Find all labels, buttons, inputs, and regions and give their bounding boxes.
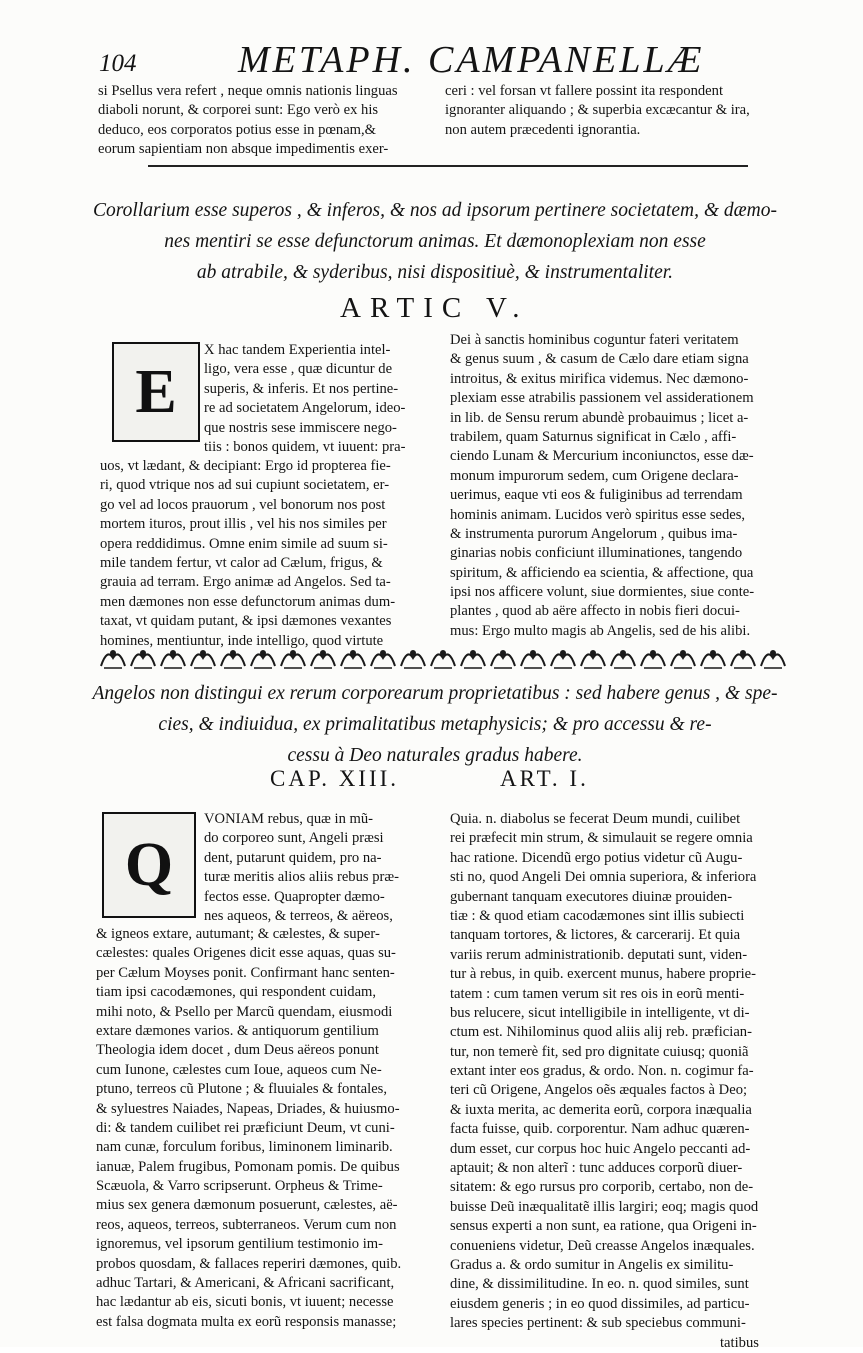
heading-line: cies, & indiuidua, ex primalitatibus metaphysicis; & pro accessu & re-: [158, 714, 712, 735]
text-line: probos quosdam, & fallaces reperiri dæmones, quib.: [96, 1255, 402, 1272]
text-line: adhuc Tartari, & Americani, & Africani sacrificant,: [96, 1275, 395, 1292]
page-number: 104: [99, 50, 137, 77]
corollarium-heading: [85, 195, 785, 288]
text-line: Scæuola, & Varro scripserunt. Orpheus & Trime-: [96, 1178, 383, 1195]
fleuron-ornament: [401, 650, 425, 668]
text-line: eorum sapientiam non absque impedimentis exer-: [98, 141, 389, 158]
text-line: lares species pertinent: & sub speciebus communi-: [450, 1315, 746, 1332]
text-line: cælestes: quales Origenes dicit esse aquas, quas su-: [96, 945, 396, 962]
text-line: sensus experti a non sunt, ea ratione, qua Origeni in-: [450, 1218, 757, 1235]
text-line: X hac tandem Experientia intel-: [204, 342, 391, 358]
text-line: buisse Deũ inæqualitatẽ illis largiri; eoq; magis quod: [450, 1198, 759, 1215]
text-line: Theologia idem docet , dum Deus aëreos ponunt: [96, 1042, 379, 1059]
text-line: non autem præcedenti ignorantia.: [445, 121, 641, 138]
text-line: si Psellus vera refert , neque omnis nationis linguas: [98, 83, 398, 99]
initial-letter: Q: [124, 830, 174, 899]
text-line: ptuno, terreos cũ Plutone ; & fluuiales & fontales,: [96, 1081, 388, 1098]
heading-line: ab atrabile, & syderibus, nisi dispositiuè, & instrumentaliter.: [196, 262, 674, 283]
text-line: go vel ad locos prauorum , vel bonorum nos post: [100, 496, 386, 513]
text-line: variis rerum administrationib. deputati sunt, viden-: [450, 946, 748, 963]
text-line: sti no, quod Angeli Dei omnia superiora, & inferiora: [450, 869, 757, 886]
text-line: Gradus a. & ordo sumitur in Angelis ex similitu-: [450, 1256, 734, 1273]
text-line: do corporeo sunt, Angeli præsi: [204, 830, 384, 847]
text-line: eiusdem generis ; in eo quod dissimiles, ad particu-: [450, 1295, 750, 1312]
running-title: METAPH. CAMPANELLÆ: [238, 39, 705, 81]
text-line: ligo, vera esse , quæ dicuntur de: [204, 361, 393, 378]
fleuron-ornament: [311, 650, 335, 668]
fleuron-ornament: [251, 650, 275, 668]
fleuron-ornament: [101, 650, 125, 668]
text-line: in lib. de Sensu rerum abundè probauimus ; licet a-: [450, 409, 749, 426]
text-line: plantes , quod ab aëre affecto in nobis fieri docui-: [450, 603, 740, 620]
heading-line: nes mentiri se esse defunctorum animas. Et dæmonoplexiam non esse: [164, 231, 706, 252]
text-line: tatibus: [720, 1334, 759, 1351]
text-line: taxat, vt quidam putant, & ipsi dæmones vexantes: [100, 613, 392, 630]
text-line: dine, & dissimilitudine. In eo. n. quod similes, sunt: [450, 1276, 749, 1293]
text-line: trabilem, quam Saturnus significat in Cælo , affi-: [450, 428, 737, 445]
horizontal-rule: [148, 165, 748, 167]
fleuron-ornament: [521, 650, 545, 668]
text-line: hac ratione. Dicendũ ergo potius videtur cũ Augu-: [450, 849, 743, 866]
fleuron-ornament: [761, 650, 785, 668]
artic-v-left-full: [100, 457, 430, 651]
text-line: grauia ad terram. Ergo animæ ad Angelos. Sed ta-: [100, 574, 391, 591]
text-line: & igneos extare, autumant; & cælestes, & super-: [96, 926, 380, 942]
text-line: opera reddidimus. Omne enim simile ad suum si-: [100, 535, 388, 552]
text-line: superis, & inferis. Et nos pertine-: [204, 380, 399, 397]
text-line: & syluestres Naiades, Napeas, Driades, & huiusmo-: [96, 1100, 400, 1117]
text-line: VONIAM rebus, quæ in mũ-: [204, 811, 374, 827]
text-line: tatem : cum tamen verum sit res ois in eorũ menti-: [450, 985, 745, 1002]
fleuron-ornament: [341, 650, 365, 668]
heading-line: cessu à Deo naturales gradus habere.: [287, 745, 583, 766]
text-line: facta fuisse, quib. corporentur. Nam adhuc quæren-: [450, 1121, 750, 1138]
text-line: & iuxta merita, ac demerita eorũ, corpora inæqualia: [450, 1101, 752, 1118]
text-line: cum Iunone, cælestes cum Ioue, aqueos cum Ne-: [96, 1061, 382, 1078]
text-line: conueniens videtur, Deũ creasse Angelos inæquales.: [450, 1237, 755, 1254]
fleuron-ornament: [671, 650, 695, 668]
text-line: per Cælum Moyses ponit. Confirmant hanc senten-: [96, 964, 395, 981]
art-i-label: ART. I.: [500, 766, 589, 791]
text-line: ctum est. Nihilominus quod aliis alij reb. præfician-: [450, 1024, 752, 1041]
heading-line: Angelos non distingui ex rerum corporearum proprietatibus : sed habere genus , & spe-: [92, 683, 778, 704]
text-line: extant inter eos gradus, & ordo. Non. n. cogimur fa-: [450, 1063, 754, 1080]
fleuron-ornament: [191, 650, 215, 668]
text-line: sitatem: & ego rursus pro corporib, certabo, non de-: [450, 1179, 754, 1196]
text-line: Quia. n. diabolus se fecerat Deum mundi, cuilibet: [450, 811, 741, 827]
fleuron-ornament: [161, 650, 185, 668]
fleuron-ornament: [461, 650, 485, 668]
text-line: reos, aqueos, terreos, subterraneos. Verum cum non: [96, 1216, 397, 1233]
fleuron-ornament: [611, 650, 635, 668]
text-line: bus relucere, sicut intelligibile in intelligente, vt di-: [450, 1004, 750, 1021]
text-line: turæ meritis alios aliis rebus præ-: [204, 869, 399, 886]
text-line: & genus suum , & casum de Cælo dare etiam signa: [450, 351, 749, 368]
fleuron-ornament: [281, 650, 305, 668]
decorated-initial-e: [112, 342, 200, 442]
cap-xiii-right: [450, 810, 780, 1353]
fleuron-ornament: [551, 650, 575, 668]
text-line: extare dæmones varios. & antiquorum gentilium: [96, 1022, 379, 1039]
top-right-column: [445, 82, 775, 140]
fleuron-ornament: [491, 650, 515, 668]
cap-xiii-left-full: [96, 925, 430, 1332]
text-line: fectos esse. Quapropter dæmo-: [204, 888, 385, 905]
text-line: deduco, eos corporatos potius esse in pœnam,&: [98, 121, 377, 138]
text-line: mihi noto, & Psello per Marcũ quendam, eiusmodi: [96, 1003, 393, 1020]
initial-letter: E: [135, 357, 177, 426]
text-line: ignoremus, vel ipsorum gentilium testimonio im-: [96, 1236, 383, 1253]
text-line: mus: Ergo multo magis ab Angelis, sed de his alibi.: [450, 622, 751, 639]
text-line: plexiam esse atrabilis passionem vel assiderationem: [450, 390, 754, 407]
text-line: ceri : vel forsan vt fallere possint ita respondent: [445, 83, 724, 99]
text-line: nam cunæ, forculum foribus, liminonem liminarib.: [96, 1139, 393, 1156]
fleuron-ornament: [221, 650, 245, 668]
text-line: homines, mentiuntur, inde intelligo, quod virtute: [100, 632, 384, 649]
artic-v-left-indented: [204, 341, 430, 457]
cap-xiii-label: CAP. XIII.: [270, 766, 400, 791]
text-line: aptauit; & non alterĩ : tunc adduces corporũ diuer-: [450, 1160, 743, 1177]
text-line: & instrumenta purorum Angelorum , quibus ima-: [450, 525, 738, 542]
text-line: di: & tandem cuilibet rei præficiunt Deum, vt cuni-: [96, 1119, 395, 1136]
text-line: ri, quod vtrique nos ad sui cupiunt societatem, er-: [100, 477, 390, 494]
fleuron-ornament: [581, 650, 605, 668]
text-line: gubernant tanquam executores diuinæ prouiden-: [450, 888, 733, 905]
text-line: tiis : bonos quidem, vt iuuent: pra-: [204, 438, 406, 455]
text-line: tiam ipsi cacodæmones, qui respondent cuidam,: [96, 984, 377, 1001]
text-line: mortem ituros, prout illis , vel his nos similes per: [100, 516, 387, 533]
text-line: monum impurorum sedem, cum Origene declara-: [450, 467, 739, 484]
text-line: Dei à sanctis hominibus coguntur fateri veritatem: [450, 332, 739, 348]
text-line: teri cũ Origene, Angelos oẽs æquales factos à Deo;: [450, 1082, 748, 1099]
fleuron-ornament: [731, 650, 755, 668]
text-line: mius sex genera dæmonum posuerunt, cælestes, aë-: [96, 1197, 398, 1214]
text-line: hac lædantur ab eis, sicuti bonis, vt iuuent; necesse: [96, 1294, 394, 1311]
text-line: ginarias nobis conficiunt illuminationes, tangendo: [450, 545, 743, 562]
text-line: tanquam tortores, & lictores, & carcerarij. Et quia: [450, 927, 741, 944]
fleuron-ornament: [131, 650, 155, 668]
text-line: que nostris sese immiscere nego-: [204, 419, 397, 436]
text-line: dent, putarunt quidem, pro na-: [204, 849, 382, 866]
text-line: spiritum, & afficiendo ea scientia, & affectione, qua: [450, 564, 754, 581]
text-line: tur, non temerè fit, sed pro dignitate cuiusq; quoniã: [450, 1043, 749, 1060]
text-line: tiæ : & quod etiam cacodæmones sint illis subiecti: [450, 907, 745, 924]
text-line: tur à rebus, in quib. exercent munus, habere proprie-: [450, 966, 756, 983]
text-line: re ad societatem Angelorum, ideo-: [204, 400, 406, 417]
text-line: uerimus, eaque vti eos & fuliginibus ad terrendam: [450, 487, 743, 504]
ornamental-border: [98, 644, 788, 672]
fleuron-ornament: [371, 650, 395, 668]
text-line: rei præfecit min strum, & simulauit se regere omnia: [450, 830, 753, 847]
text-line: nes aqueos, & terreos, & aëreos,: [204, 907, 393, 924]
fleuron-ornament: [641, 650, 665, 668]
text-line: ignoranter aliquando ; & superbia excæcantur & ira,: [445, 102, 750, 119]
chapter-heading: [85, 678, 785, 771]
cap-xiii-left-indented: [204, 810, 430, 926]
text-line: introitus, & exitus mirifica videmus. Nec dæmono-: [450, 370, 749, 387]
text-line: hominis animam. Lucidos verò spiritus esse sedes,: [450, 506, 746, 523]
fleuron-ornament: [431, 650, 455, 668]
text-line: ciendo Lunam & Mercurium inconiunctos, esse dæ-: [450, 448, 754, 465]
fleuron-ornament: [701, 650, 725, 668]
text-line: mile tandem fertur, vt calor ad Cælum, frigus, &: [100, 554, 383, 571]
text-line: men dæmones non esse defunctorum animas dum-: [100, 593, 396, 610]
text-line: ipsi nos afficere volunt, siue dormientes, siue conte-: [450, 584, 755, 601]
text-line: uos, vt lædant, & decipiant: Ergo id propterea fie-: [100, 458, 391, 474]
text-line: diaboli norunt, & corporei sunt: Ego verò ex his: [98, 102, 379, 119]
decorated-initial-q: [102, 812, 196, 918]
artic-v-heading: ARTIC V.: [340, 292, 529, 324]
text-line: ianuæ, Palem frugibus, Pomonam pomis. De quibus: [96, 1158, 400, 1175]
heading-line: Corollarium esse superos , & inferos, & nos ad ipsorum pertinere societatem, & dæmo-: [93, 200, 777, 221]
artic-v-right: [450, 331, 780, 641]
top-left-column: [98, 82, 433, 160]
text-line: dum esset, cur corpus hoc huic Angelo peccanti ad-: [450, 1140, 751, 1157]
text-line: est falsa dogmata multa ex eorũ responsis manasse;: [96, 1313, 397, 1330]
